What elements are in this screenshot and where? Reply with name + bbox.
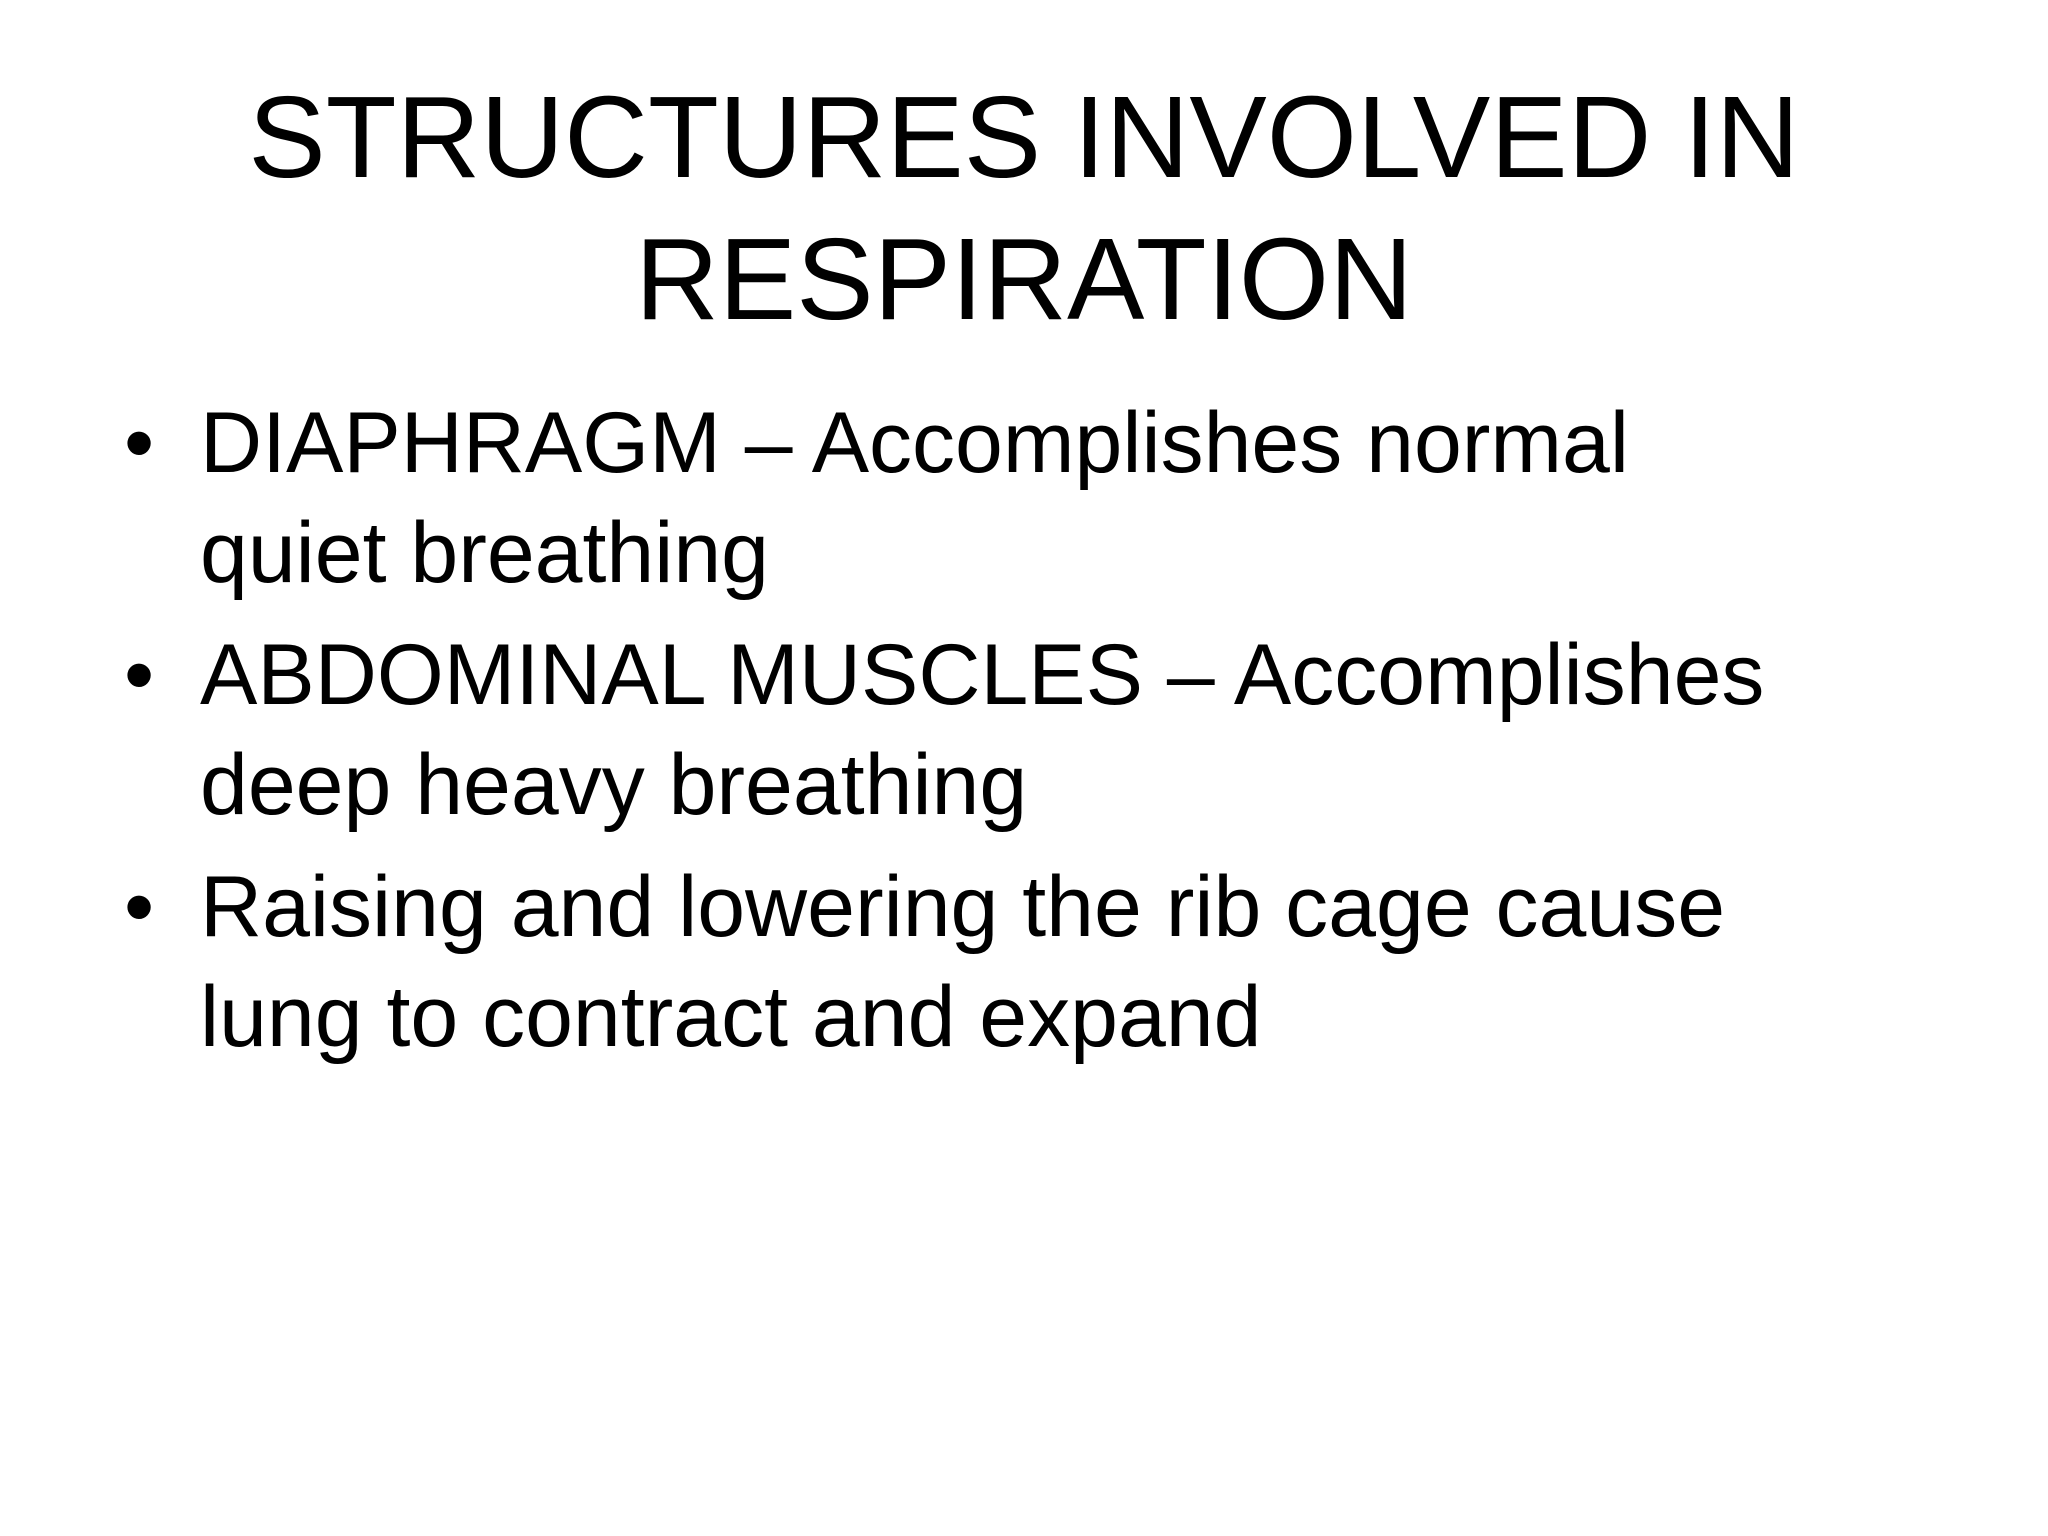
bullet-text-line-2: quiet breathing bbox=[200, 505, 769, 601]
bullet-text-line-1: ABDOMINAL MUSCLES – Accomplishes bbox=[200, 627, 1765, 723]
bullet-text-line-1: DIAPHRAGM – Accomplishes normal bbox=[200, 395, 1629, 491]
bullet-item-rib-cage bbox=[0, 852, 2048, 1072]
bullet-text-line-2: deep heavy breathing bbox=[200, 737, 1028, 833]
bullet-text-line-2: lung to contract and expand bbox=[200, 969, 1262, 1065]
slide-title-line-2: RESPIRATION bbox=[635, 214, 1413, 344]
slide-title bbox=[170, 66, 1878, 350]
bullet-dot-icon: • bbox=[124, 627, 155, 723]
bullet-dot-icon: • bbox=[124, 395, 155, 491]
bullet-list bbox=[0, 388, 2048, 1084]
bullet-item-diaphragm bbox=[0, 388, 2048, 608]
bullet-item-abdominal-muscles bbox=[0, 620, 2048, 840]
slide-title-line-1: STRUCTURES INVOLVED IN bbox=[248, 72, 1800, 202]
bullet-text-line-1: Raising and lowering the rib cage cause bbox=[200, 859, 1726, 955]
bullet-dot-icon: • bbox=[124, 859, 155, 955]
